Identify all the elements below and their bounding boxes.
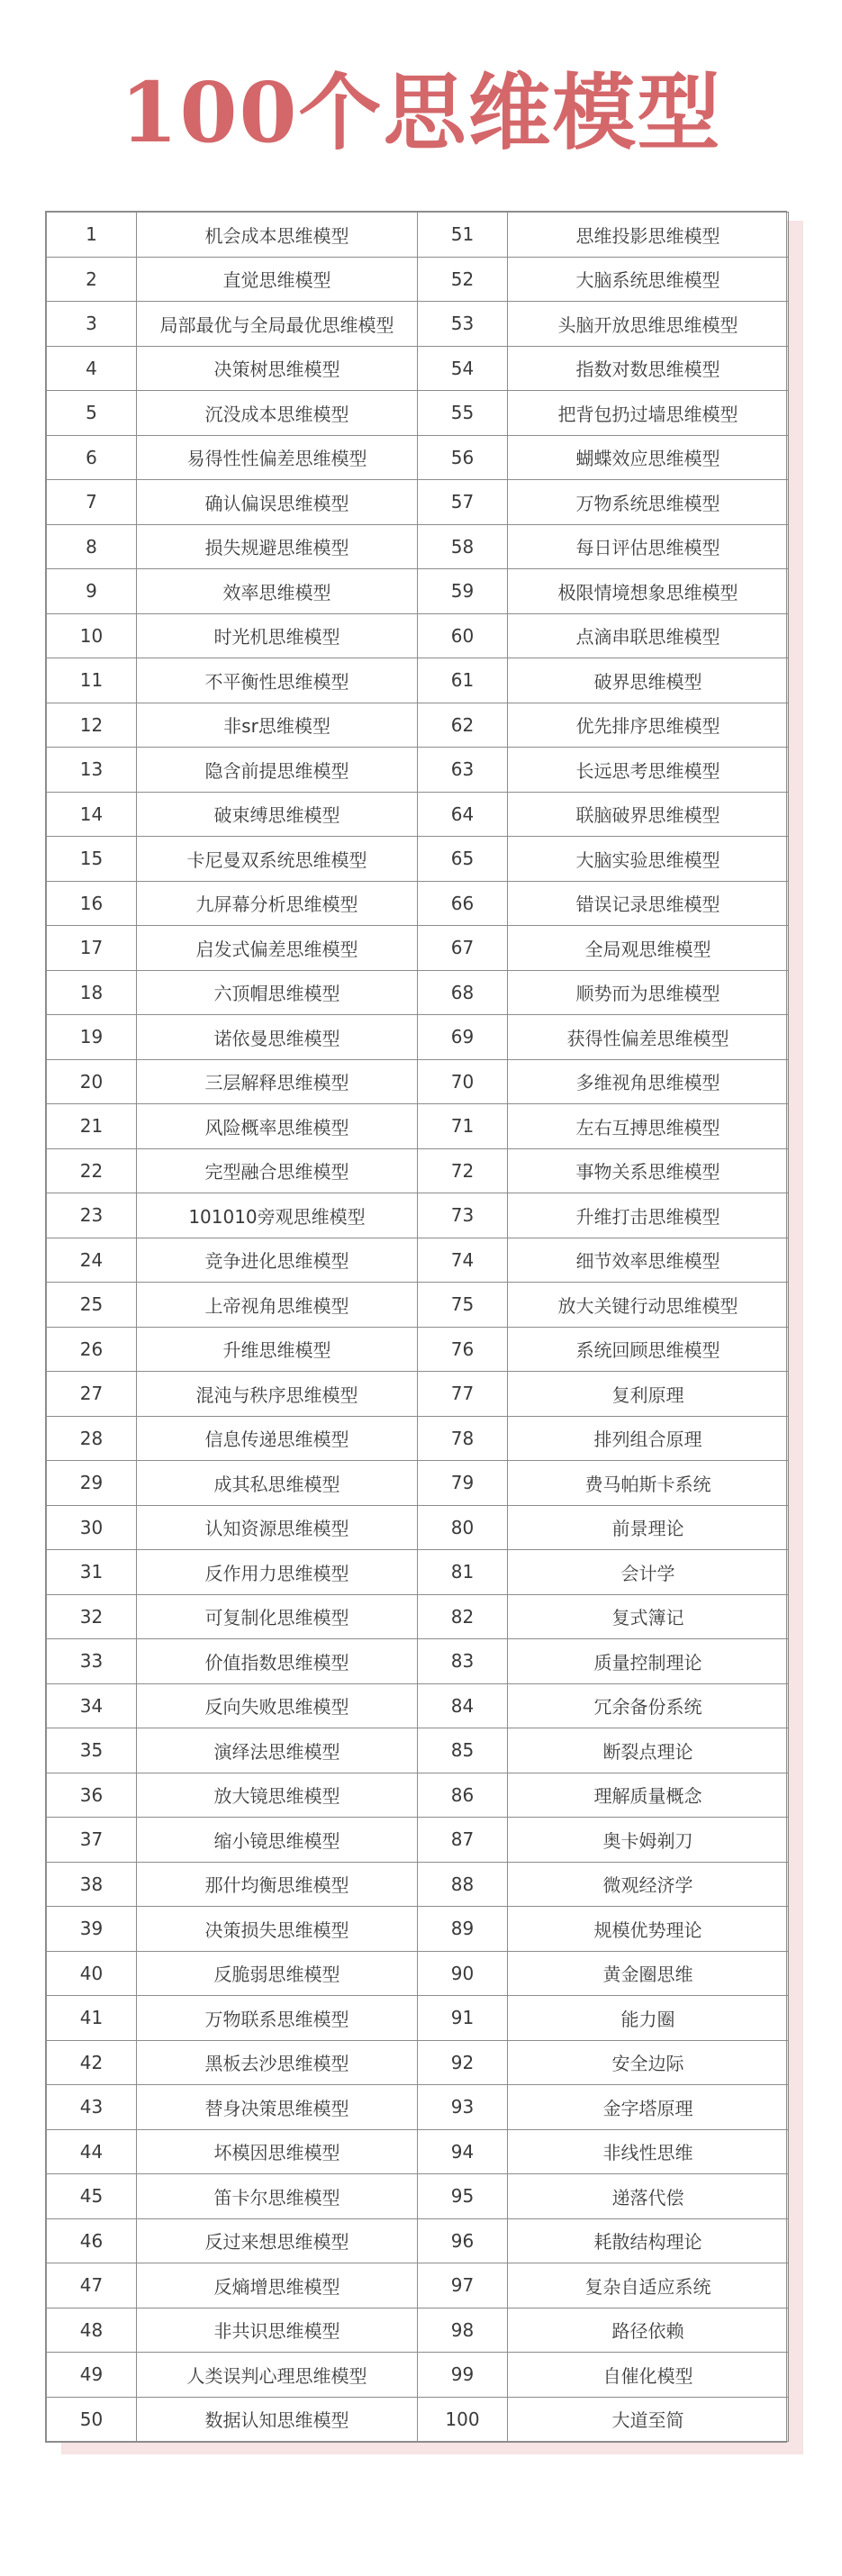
model-name: 微观经济学 [508, 1862, 789, 1907]
table-row [47, 2085, 789, 2130]
model-number: 79 [418, 1461, 508, 1506]
model-number: 27 [47, 1372, 137, 1417]
model-number: 26 [47, 1327, 137, 1372]
table-row [47, 1416, 789, 1461]
table-row [47, 1728, 789, 1773]
table-row [47, 881, 789, 926]
model-name: 获得性偏差思维模型 [508, 1015, 789, 1060]
model-name: 六顶帽思维模型 [137, 970, 418, 1015]
table-row [47, 1327, 789, 1372]
model-name: 上帝视角思维模型 [137, 1283, 418, 1328]
model-number: 57 [418, 480, 508, 525]
table-row [47, 1505, 789, 1550]
model-name: 数据认知思维模型 [137, 2397, 418, 2442]
model-name: 点滴串联思维模型 [508, 613, 789, 658]
model-name: 沉没成本思维模型 [137, 391, 418, 436]
model-name: 升维思维模型 [137, 1327, 418, 1372]
model-name: 完型融合思维模型 [137, 1148, 418, 1193]
model-number: 51 [418, 213, 508, 258]
model-number: 99 [418, 2353, 508, 2398]
model-name: 破界思维模型 [508, 658, 789, 703]
model-number: 50 [47, 2397, 137, 2442]
model-number: 17 [47, 926, 137, 971]
table-row [47, 1907, 789, 1952]
model-number: 43 [47, 2085, 137, 2130]
model-number: 15 [47, 837, 137, 882]
model-number: 42 [47, 2040, 137, 2085]
model-name: 反熵增思维模型 [137, 2263, 418, 2308]
model-name: 会计学 [508, 1550, 789, 1595]
table-row [47, 703, 789, 748]
model-name: 机会成本思维模型 [137, 213, 418, 258]
model-number: 10 [47, 613, 137, 658]
model-name: 时光机思维模型 [137, 613, 418, 658]
model-name: 缩小镜思维模型 [137, 1818, 418, 1863]
model-name: 启发式偏差思维模型 [137, 926, 418, 971]
model-name: 路径依赖 [508, 2308, 789, 2353]
model-number: 86 [418, 1773, 508, 1818]
model-name: 事物关系思维模型 [508, 1148, 789, 1193]
model-number: 7 [47, 480, 137, 525]
model-name: 联脑破界思维模型 [508, 792, 789, 837]
model-name: 安全边际 [508, 2040, 789, 2085]
model-number: 4 [47, 346, 137, 391]
model-number: 49 [47, 2353, 137, 2398]
model-number: 94 [418, 2129, 508, 2174]
table-row [47, 1683, 789, 1728]
model-number: 76 [418, 1327, 508, 1372]
model-number: 77 [418, 1372, 508, 1417]
model-name: 排列组合原理 [508, 1416, 789, 1461]
model-number: 29 [47, 1461, 137, 1506]
model-number: 60 [418, 613, 508, 658]
model-number: 83 [418, 1639, 508, 1684]
models-table-body [47, 213, 789, 2442]
model-number: 74 [418, 1238, 508, 1283]
model-name: 大道至简 [508, 2397, 789, 2442]
table-row [47, 1594, 789, 1639]
model-number: 1 [47, 213, 137, 258]
model-name: 风险概率思维模型 [137, 1104, 418, 1149]
model-number: 12 [47, 703, 137, 748]
table-row [47, 1550, 789, 1595]
model-name: 可复制化思维模型 [137, 1594, 418, 1639]
model-name: 反脆弱思维模型 [137, 1951, 418, 1996]
model-name: 优先排序思维模型 [508, 703, 789, 748]
model-name: 极限情境想象思维模型 [508, 569, 789, 614]
model-name: 耗散结构理论 [508, 2218, 789, 2263]
model-number: 44 [47, 2129, 137, 2174]
model-name: 断裂点理论 [508, 1728, 789, 1773]
model-name: 万物系统思维模型 [508, 480, 789, 525]
model-number: 36 [47, 1773, 137, 1818]
table-row [47, 2397, 789, 2442]
model-name: 隐含前提思维模型 [137, 748, 418, 793]
table-row [47, 2174, 789, 2219]
model-name: 破束缚思维模型 [137, 792, 418, 837]
model-name: 竞争进化思维模型 [137, 1238, 418, 1283]
model-name: 人类误判心理思维模型 [137, 2353, 418, 2398]
model-name: 卡尼曼双系统思维模型 [137, 837, 418, 882]
model-number: 16 [47, 881, 137, 926]
model-number: 80 [418, 1505, 508, 1550]
model-number: 58 [418, 524, 508, 569]
table-row [47, 1059, 789, 1104]
model-name: 递落代偿 [508, 2174, 789, 2219]
model-number: 38 [47, 1862, 137, 1907]
model-number: 71 [418, 1104, 508, 1149]
model-name: 头脑开放思维思维模型 [508, 302, 789, 347]
model-name: 金字塔原理 [508, 2085, 789, 2130]
model-name: 放大镜思维模型 [137, 1773, 418, 1818]
model-name: 错误记录思维模型 [508, 881, 789, 926]
model-number: 24 [47, 1238, 137, 1283]
model-number: 25 [47, 1283, 137, 1328]
model-name: 易得性性偏差思维模型 [137, 435, 418, 480]
model-number: 53 [418, 302, 508, 347]
model-number: 98 [418, 2308, 508, 2353]
model-name: 大脑系统思维模型 [508, 257, 789, 302]
model-name: 长远思考思维模型 [508, 748, 789, 793]
model-name: 细节效率思维模型 [508, 1238, 789, 1283]
table-row [47, 658, 789, 703]
model-number: 100 [418, 2397, 508, 2442]
table-row [47, 1372, 789, 1417]
model-name: 大脑实验思维模型 [508, 837, 789, 882]
model-name: 不平衡性思维模型 [137, 658, 418, 703]
model-name: 演绎法思维模型 [137, 1728, 418, 1773]
model-number: 65 [418, 837, 508, 882]
table-row [47, 1461, 789, 1506]
table-row [47, 1996, 789, 2041]
model-number: 14 [47, 792, 137, 837]
model-number: 82 [418, 1594, 508, 1639]
model-number: 67 [418, 926, 508, 971]
table-row [47, 613, 789, 658]
table-row [47, 213, 789, 258]
model-name: 前景理论 [508, 1505, 789, 1550]
model-name: 那什均衡思维模型 [137, 1862, 418, 1907]
model-number: 9 [47, 569, 137, 614]
model-number: 39 [47, 1907, 137, 1952]
model-number: 28 [47, 1416, 137, 1461]
table-row [47, 569, 789, 614]
model-number: 78 [418, 1416, 508, 1461]
table-row [47, 792, 789, 837]
model-name: 三层解释思维模型 [137, 1059, 418, 1104]
model-name: 左右互搏思维模型 [508, 1104, 789, 1149]
table-row [47, 2218, 789, 2263]
model-name: 确认偏误思维模型 [137, 480, 418, 525]
model-name: 笛卡尔思维模型 [137, 2174, 418, 2219]
model-number: 45 [47, 2174, 137, 2219]
model-number: 30 [47, 1505, 137, 1550]
model-number: 22 [47, 1148, 137, 1193]
model-number: 47 [47, 2263, 137, 2308]
table-row [47, 1104, 789, 1149]
model-name: 非sr思维模型 [137, 703, 418, 748]
table-row [47, 1639, 789, 1684]
table-row [47, 1773, 789, 1818]
model-name: 万物联系思维模型 [137, 1996, 418, 2041]
model-name: 成其私思维模型 [137, 1461, 418, 1506]
model-number: 64 [418, 792, 508, 837]
model-number: 48 [47, 2308, 137, 2353]
model-number: 11 [47, 658, 137, 703]
table-row [47, 524, 789, 569]
page-title: 100个思维模型 [120, 64, 722, 161]
model-number: 61 [418, 658, 508, 703]
model-name: 多维视角思维模型 [508, 1059, 789, 1104]
model-number: 75 [418, 1283, 508, 1328]
model-number: 87 [418, 1818, 508, 1863]
model-name: 九屏幕分析思维模型 [137, 881, 418, 926]
model-number: 63 [418, 748, 508, 793]
model-number: 46 [47, 2218, 137, 2263]
model-number: 90 [418, 1951, 508, 1996]
table-row [47, 480, 789, 525]
model-number: 40 [47, 1951, 137, 1996]
model-number: 95 [418, 2174, 508, 2219]
model-name: 反向失败思维模型 [137, 1683, 418, 1728]
model-name: 101010旁观思维模型 [137, 1193, 418, 1238]
model-name: 放大关键行动思维模型 [508, 1283, 789, 1328]
model-name: 决策树思维模型 [137, 346, 418, 391]
model-name: 全局观思维模型 [508, 926, 789, 971]
model-number: 32 [47, 1594, 137, 1639]
model-name: 顺势而为思维模型 [508, 970, 789, 1015]
model-number: 66 [418, 881, 508, 926]
table-row [47, 2129, 789, 2174]
model-name: 复利原理 [508, 1372, 789, 1417]
table-row [47, 748, 789, 793]
model-number: 20 [47, 1059, 137, 1104]
model-number: 93 [418, 2085, 508, 2130]
model-number: 73 [418, 1193, 508, 1238]
table-row [47, 257, 789, 302]
model-number: 6 [47, 435, 137, 480]
model-number: 35 [47, 1728, 137, 1773]
model-name: 混沌与秩序思维模型 [137, 1372, 418, 1417]
model-number: 33 [47, 1639, 137, 1684]
table-row [47, 1193, 789, 1238]
model-name: 诺依曼思维模型 [137, 1015, 418, 1060]
model-number: 2 [47, 257, 137, 302]
model-number: 96 [418, 2218, 508, 2263]
model-number: 84 [418, 1683, 508, 1728]
models-table-container [45, 211, 787, 2443]
model-number: 92 [418, 2040, 508, 2085]
model-number: 59 [418, 569, 508, 614]
model-number: 3 [47, 302, 137, 347]
model-name: 直觉思维模型 [137, 257, 418, 302]
model-number: 88 [418, 1862, 508, 1907]
model-name: 局部最优与全局最优思维模型 [137, 302, 418, 347]
table-row [47, 1951, 789, 1996]
model-number: 85 [418, 1728, 508, 1773]
model-number: 31 [47, 1550, 137, 1595]
model-number: 81 [418, 1550, 508, 1595]
model-name: 奥卡姆剃刀 [508, 1818, 789, 1863]
model-number: 41 [47, 1996, 137, 2041]
table-row [47, 2353, 789, 2398]
model-name: 黄金圈思维 [508, 1951, 789, 1996]
table-row [47, 1238, 789, 1283]
model-number: 62 [418, 703, 508, 748]
model-number: 72 [418, 1148, 508, 1193]
model-name: 复式簿记 [508, 1594, 789, 1639]
model-name: 反过来想思维模型 [137, 2218, 418, 2263]
model-name: 把背包扔过墙思维模型 [508, 391, 789, 436]
model-number: 55 [418, 391, 508, 436]
model-number: 34 [47, 1683, 137, 1728]
model-name: 规模优势理论 [508, 1907, 789, 1952]
model-name: 升维打击思维模型 [508, 1193, 789, 1238]
model-name: 质量控制理论 [508, 1639, 789, 1684]
table-row [47, 346, 789, 391]
model-name: 能力圈 [508, 1996, 789, 2041]
model-number: 23 [47, 1193, 137, 1238]
table-row [47, 926, 789, 971]
table-row [47, 1283, 789, 1328]
model-name: 系统回顾思维模型 [508, 1327, 789, 1372]
model-name: 蝴蝶效应思维模型 [508, 435, 789, 480]
model-number: 52 [418, 257, 508, 302]
model-name: 费马帕斯卡系统 [508, 1461, 789, 1506]
model-name: 坏模因思维模型 [137, 2129, 418, 2174]
model-number: 70 [418, 1059, 508, 1104]
model-name: 指数对数思维模型 [508, 346, 789, 391]
model-number: 89 [418, 1907, 508, 1952]
model-name: 冗余备份系统 [508, 1683, 789, 1728]
table-row [47, 2263, 789, 2308]
table-row [47, 2040, 789, 2085]
model-name: 反作用力思维模型 [137, 1550, 418, 1595]
model-number: 69 [418, 1015, 508, 1060]
model-number: 56 [418, 435, 508, 480]
model-number: 68 [418, 970, 508, 1015]
model-number: 13 [47, 748, 137, 793]
model-name: 非线性思维 [508, 2129, 789, 2174]
table-row [47, 2308, 789, 2353]
model-name: 理解质量概念 [508, 1773, 789, 1818]
model-name: 效率思维模型 [137, 569, 418, 614]
model-number: 19 [47, 1015, 137, 1060]
table-row [47, 1818, 789, 1863]
model-name: 价值指数思维模型 [137, 1639, 418, 1684]
model-number: 5 [47, 391, 137, 436]
model-name: 复杂自适应系统 [508, 2263, 789, 2308]
model-name: 决策损失思维模型 [137, 1907, 418, 1952]
table-row [47, 1015, 789, 1060]
model-number: 37 [47, 1818, 137, 1863]
model-name: 思维投影思维模型 [508, 213, 789, 258]
table-row [47, 1862, 789, 1907]
model-name: 信息传递思维模型 [137, 1416, 418, 1461]
model-name: 每日评估思维模型 [508, 524, 789, 569]
table-row [47, 391, 789, 436]
table-row [47, 837, 789, 882]
model-number: 21 [47, 1104, 137, 1149]
model-name: 黑板去沙思维模型 [137, 2040, 418, 2085]
models-table [46, 212, 789, 2442]
model-number: 97 [418, 2263, 508, 2308]
model-number: 18 [47, 970, 137, 1015]
model-name: 替身决策思维模型 [137, 2085, 418, 2130]
model-name: 自催化模型 [508, 2353, 789, 2398]
model-number: 54 [418, 346, 508, 391]
model-number: 8 [47, 524, 137, 569]
model-name: 损失规避思维模型 [137, 524, 418, 569]
table-row [47, 302, 789, 347]
table-row [47, 970, 789, 1015]
model-number: 91 [418, 1996, 508, 2041]
table-row [47, 435, 789, 480]
model-name: 非共识思维模型 [137, 2308, 418, 2353]
model-name: 认知资源思维模型 [137, 1505, 418, 1550]
table-row [47, 1148, 789, 1193]
